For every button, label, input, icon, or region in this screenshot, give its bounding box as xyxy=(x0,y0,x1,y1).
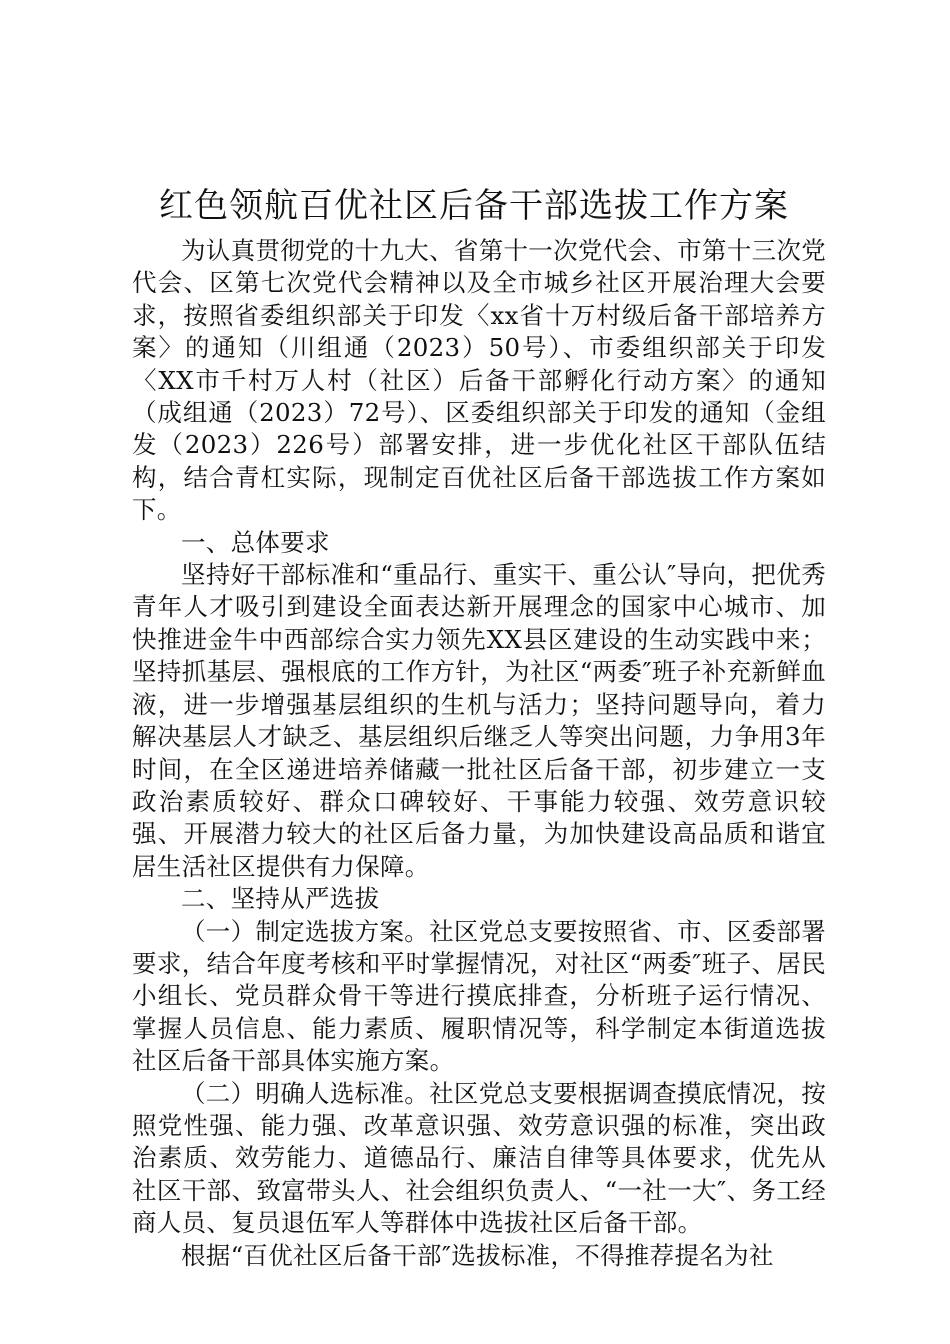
document-title: 红色领航百优社区后备干部选拔工作方案 xyxy=(159,186,789,226)
candidate-standard-paragraph: （二）明确人选标准。社区党总支要根据调查摸底情况，按照党性强、能力强、改革意识强、效劳意识强的标准，突出政治素质、效劳能力、道德品行、廉洁自律等具体要求，优先从社区干部、致富带头人、社会组织负责人、“一社一大″、务工经商人员、复员退伍军人等群体中选拔社区后备干部。 xyxy=(132,1078,826,1238)
intro-paragraph: 为认真贯彻党的十九大、省第十一次党代会、市第十三次党代会、区第七次党代会精神以及全市城乡社区开展治理大会要求，按照省委组织部关于印发〈xx省十万村级后备干部培养方案〉的通知（川组通（2023）50号）、市委组织部关于印发〈XX市千村万人村（社区）后备干部孵化行动方案〉的通知（成组通（2023）72号）、区委组织部关于印发的通知（金组发（2023）226号）部署安排，进一步优化社区干部队伍结构，结合青杠实际，现制定百优社区后备干部选拔工作方案如下。 xyxy=(132,236,826,525)
general-requirements-paragraph: 坚持好干部标准和“重品行、重实干、重公认″导向，把优秀青年人才吸引到建设全面表达新开展理念的国家中心城市、加快推进金牛中西部综合实力领先XX县区建设的生动实践中来；坚持抓基层、强根底的工作方针，为社区“两委″班子补充新鲜血液，进一步增强基层组织的生机与活力；坚持问题导向，着力解决基层人才缺乏、基层组织后继乏人等突出问题，力争用3年时间，在全区递进培养储藏一批社区后备干部，初步建立一支政治素质较好、群众口碑较好、干事能力较强、效劳意识较强、开展潜力较大的社区后备力量，为加快建设高品质和谐宜居生活社区提供有力保障。 xyxy=(132,560,827,881)
selection-criteria-paragraph: 根据“百优社区后备干部″选拔标准，不得推荐提名为社 xyxy=(181,1240,774,1270)
selection-plan-paragraph: （一）制定选拔方案。社区党总支要按照省、市、区委部署要求，结合年度考核和平时掌握情况，对社区“两委″班子、居民小组长、党员群众骨干等进行摸底排查，分析班子运行情况、掌握人员信息、能力素质、履职情况等，科学制定本街道选拔社区后备干部具体实施方案。 xyxy=(132,916,826,1076)
section-heading-strict-selection: 二、坚持从严选拔 xyxy=(181,884,380,914)
document-content xyxy=(132,183,826,1272)
section-heading-general-requirements: 一、总体要求 xyxy=(181,527,330,557)
